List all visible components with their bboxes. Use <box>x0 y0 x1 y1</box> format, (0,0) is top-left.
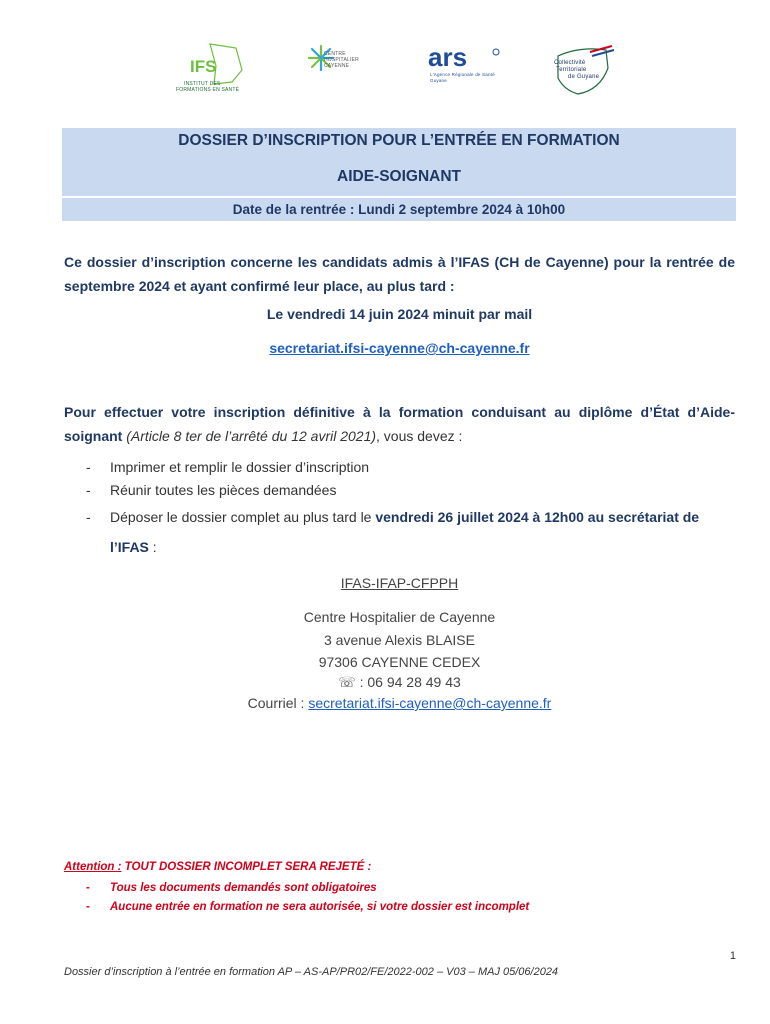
address-line-2: 3 avenue Alexis BLAISE <box>324 632 475 648</box>
address-org-name: IFAS-IFAP-CFPPH <box>340 575 459 591</box>
list-item <box>86 898 529 917</box>
document-title: DOSSIER D’INSCRIPTION POUR L’ENTRÉE EN FORMATION <box>178 132 620 149</box>
ars-caption-1: L'Agence Régionale de Santé <box>430 72 495 77</box>
instructions-article: (Article 8 ter de l’arrêté du 12 avril 2021) <box>126 428 377 444</box>
ifs-logo-name: IFS <box>190 57 217 76</box>
step3-bold: vendredi 26 juillet 2024 à 12h00 au secrétariat de l’IFAS <box>110 509 700 555</box>
phone-number: : 06 94 28 49 43 <box>355 674 461 690</box>
address-org <box>64 575 735 591</box>
warning-list <box>86 879 529 917</box>
ch-cayenne-logo <box>300 38 370 100</box>
ars-logo-name: ars <box>428 42 468 72</box>
logo-bar <box>0 38 770 100</box>
ctg-logo <box>550 38 620 100</box>
intro-paragraph: Ce dossier d’inscription concerne les candidats admis à l’IFAS (CH de Cayenne) pour la rentrée de septembre 2024 et ayant confirmé leur place, au plus tard : <box>64 254 735 294</box>
start-date: Date de la rentrée : Lundi 2 septembre 2024 à 10h00 <box>232 202 566 217</box>
address-mail <box>64 695 735 711</box>
list-item <box>86 456 736 479</box>
list-dash: - <box>86 482 91 498</box>
step-text: Imprimer et remplir le dossier d’inscription <box>110 459 370 475</box>
footer-reference: Dossier d’inscription à l’entrée en formation AP – AS-AP/PR02/FE/2022-002 – V03 – MAJ 05/06/2024 <box>64 966 559 978</box>
ctg-line-2: Territoriale <box>556 67 587 73</box>
attention-label: Attention : <box>64 861 122 873</box>
warning-text: Tous les documents demandés sont obligatoires <box>110 882 377 894</box>
address-line-3: 97306 CAYENNE CEDEX <box>318 654 481 670</box>
attention-heading <box>64 861 371 873</box>
ch-line-3: CAYENNE <box>324 63 350 69</box>
header-band <box>62 128 736 221</box>
step3-end: : <box>148 539 157 555</box>
address-email-link[interactable]: secretariat.ifsi-cayenne@ch-cayenne.fr <box>308 695 552 711</box>
instructions-bold: Pour effectuer votre inscription définitive à la formation conduisant au diplôme d’État d’Aide-soignant <box>64 404 735 444</box>
list-item <box>86 879 529 898</box>
ifs-logo <box>170 38 250 100</box>
ars-logo <box>424 38 504 100</box>
attention-text: TOUT DOSSIER INCOMPLET SERA REJETÉ : <box>121 861 372 873</box>
page-number: 1 <box>729 950 736 962</box>
address-phone <box>64 674 735 691</box>
mail-label: Courriel : <box>247 695 309 711</box>
list-dash: - <box>86 509 91 525</box>
intro-email-wrap <box>64 340 735 356</box>
intro-deadline: Le vendredi 14 juin 2024 minuit par mail <box>266 306 533 322</box>
ctg-line-1: Collectivité <box>554 60 586 66</box>
instructions-tail: , vous devez : <box>376 428 463 444</box>
ch-line-1: CENTRE <box>324 51 346 57</box>
list-item <box>86 502 736 562</box>
list-dash: - <box>86 901 90 913</box>
instructions-paragraph <box>64 400 735 448</box>
ifs-caption-1: INSTITUT DES <box>184 81 221 87</box>
document-subtitle: AIDE-SOIGNANT <box>337 168 461 185</box>
ifs-caption-2: FORMATIONS EN SANTÉ <box>176 87 240 93</box>
ctg-line-3: de Guyane <box>568 74 600 80</box>
phone-icon: ☏ <box>338 674 356 690</box>
warning-text: Aucune entrée en formation ne sera autorisée, si votre dossier est incomplet <box>110 901 530 913</box>
list-dash: - <box>86 882 90 894</box>
step-text: Réunir toutes les pièces demandées <box>110 482 337 498</box>
intro-email-link[interactable]: secretariat.ifsi-cayenne@ch-cayenne.fr <box>269 340 530 356</box>
list-dash: - <box>86 459 91 475</box>
address-line-1: Centre Hospitalier de Cayenne <box>303 609 496 625</box>
list-item <box>86 479 736 502</box>
step3-normal: Déposer le dossier complet au plus tard le <box>110 509 376 525</box>
ars-caption-2: Guyane <box>430 78 447 83</box>
header-divider <box>62 196 736 198</box>
ch-line-2: HOSPITALIER <box>324 57 359 63</box>
steps-list <box>86 456 736 562</box>
